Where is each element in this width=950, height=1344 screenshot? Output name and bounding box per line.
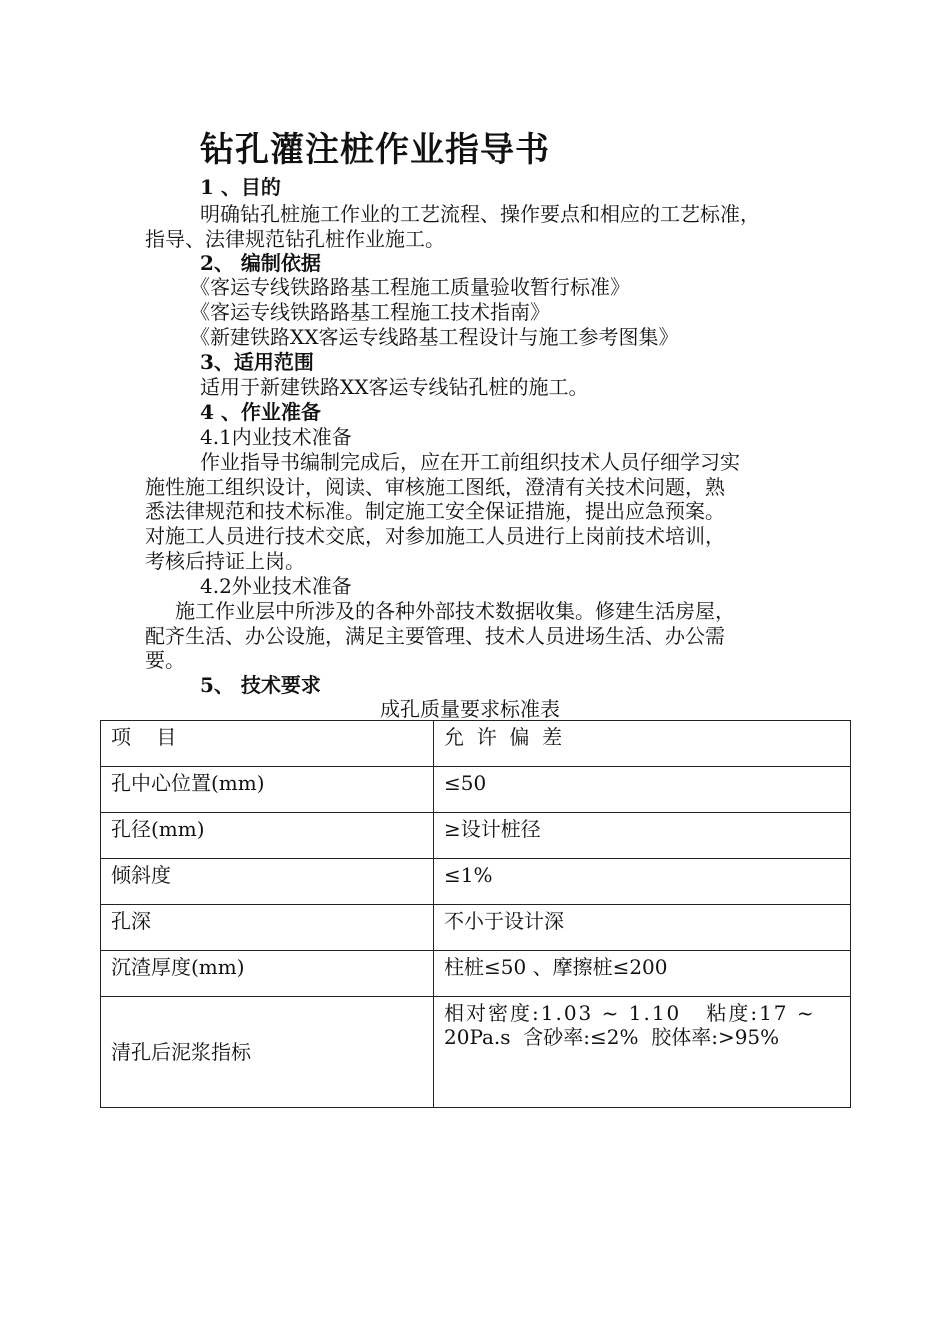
item-cell: 孔深 <box>101 905 434 951</box>
section-4-2-body-line: 要。 <box>145 648 185 672</box>
table-header-row <box>101 721 851 767</box>
header-tolerance-cell: 允 许 偏 差 <box>434 721 851 767</box>
item-cell: 倾斜度 <box>101 859 434 905</box>
table-row <box>101 951 851 997</box>
section-4-2-body-line: 配齐生活、办公设施，满足主要管理、技术人员进场生活、办公需 <box>145 624 725 648</box>
tolerance-cell: ≥设计桩径 <box>434 813 851 859</box>
tolerance-cell <box>434 997 851 1108</box>
reference-item: 《客运专线铁路路基工程施工质量验收暂行标准》 <box>190 275 630 299</box>
table-row <box>101 905 851 951</box>
section-3-body: 适用于新建铁路XX客运专线钻孔桩的施工。 <box>200 375 589 399</box>
section-5-heading: 5、 技术要求 <box>200 673 321 697</box>
item-cell: 清孔后泥浆指标 <box>101 997 434 1108</box>
table-row <box>101 813 851 859</box>
header-item-cell: 项 目 <box>101 721 434 767</box>
tolerance-cell: 柱桩≤50 、摩擦桩≤200 <box>434 951 851 997</box>
item-cell: 沉渣厚度(mm) <box>101 951 434 997</box>
table-row <box>101 997 851 1108</box>
section-2-heading: 2、 编制依据 <box>200 251 321 275</box>
section-4-1-body-line: 作业指导书编制完成后，应在开工前组织技术人员仔细学习实 <box>200 450 740 474</box>
section-1-heading: 1 、目的 <box>200 175 281 199</box>
section-4-1-body-line: 施性施工组织设计，阅读、审核施工图纸，澄清有关技术问题，熟 <box>145 475 725 499</box>
section-4-2-heading: 4.2外业技术准备 <box>200 574 352 598</box>
table-row <box>101 859 851 905</box>
section-4-1-body-line: 考核后持证上岗。 <box>145 549 305 573</box>
quality-standard-table <box>100 720 851 1108</box>
section-1-body-line: 明确钻孔桩施工作业的工艺流程、操作要点和相应的工艺标准， <box>200 202 760 226</box>
item-cell: 孔中心位置(mm) <box>101 767 434 813</box>
table-caption: 成孔质量要求标准表 <box>380 697 560 721</box>
reference-item: 《新建铁路XX客运专线路基工程设计与施工参考图集》 <box>190 325 679 349</box>
section-4-1-body-line: 对施工人员进行技术交底，对参加施工人员进行上岗前技术培训， <box>145 524 725 548</box>
section-1-body-line: 指导、法律规范钻孔桩作业施工。 <box>145 227 445 251</box>
tolerance-cell: 不小于设计深 <box>434 905 851 951</box>
tolerance-cell: ≤1% <box>434 859 851 905</box>
tolerance-line: 相对密度:1.03 ~ 1.10 粘度:17 ~ <box>444 1001 816 1025</box>
page-title: 钻孔灌注桩作业指导书 <box>200 130 550 170</box>
section-3-heading: 3、适用范围 <box>200 350 314 374</box>
table-row <box>101 767 851 813</box>
tolerance-line: 20Pa.s 含砂率:≤2% 胶体率:>95% <box>444 1025 780 1049</box>
section-4-heading: 4 、作业准备 <box>200 400 321 424</box>
section-4-2-body-line: 施工作业层中所涉及的各种外部技术数据收集。修建生活房屋， <box>175 599 735 623</box>
section-4-1-body-line: 悉法律规范和技术标准。制定施工安全保证措施，提出应急预案。 <box>145 499 725 523</box>
item-cell: 孔径(mm) <box>101 813 434 859</box>
section-4-1-heading: 4.1内业技术准备 <box>200 425 352 449</box>
tolerance-cell: ≤50 <box>434 767 851 813</box>
reference-item: 《客运专线铁路路基工程施工技术指南》 <box>190 300 550 324</box>
